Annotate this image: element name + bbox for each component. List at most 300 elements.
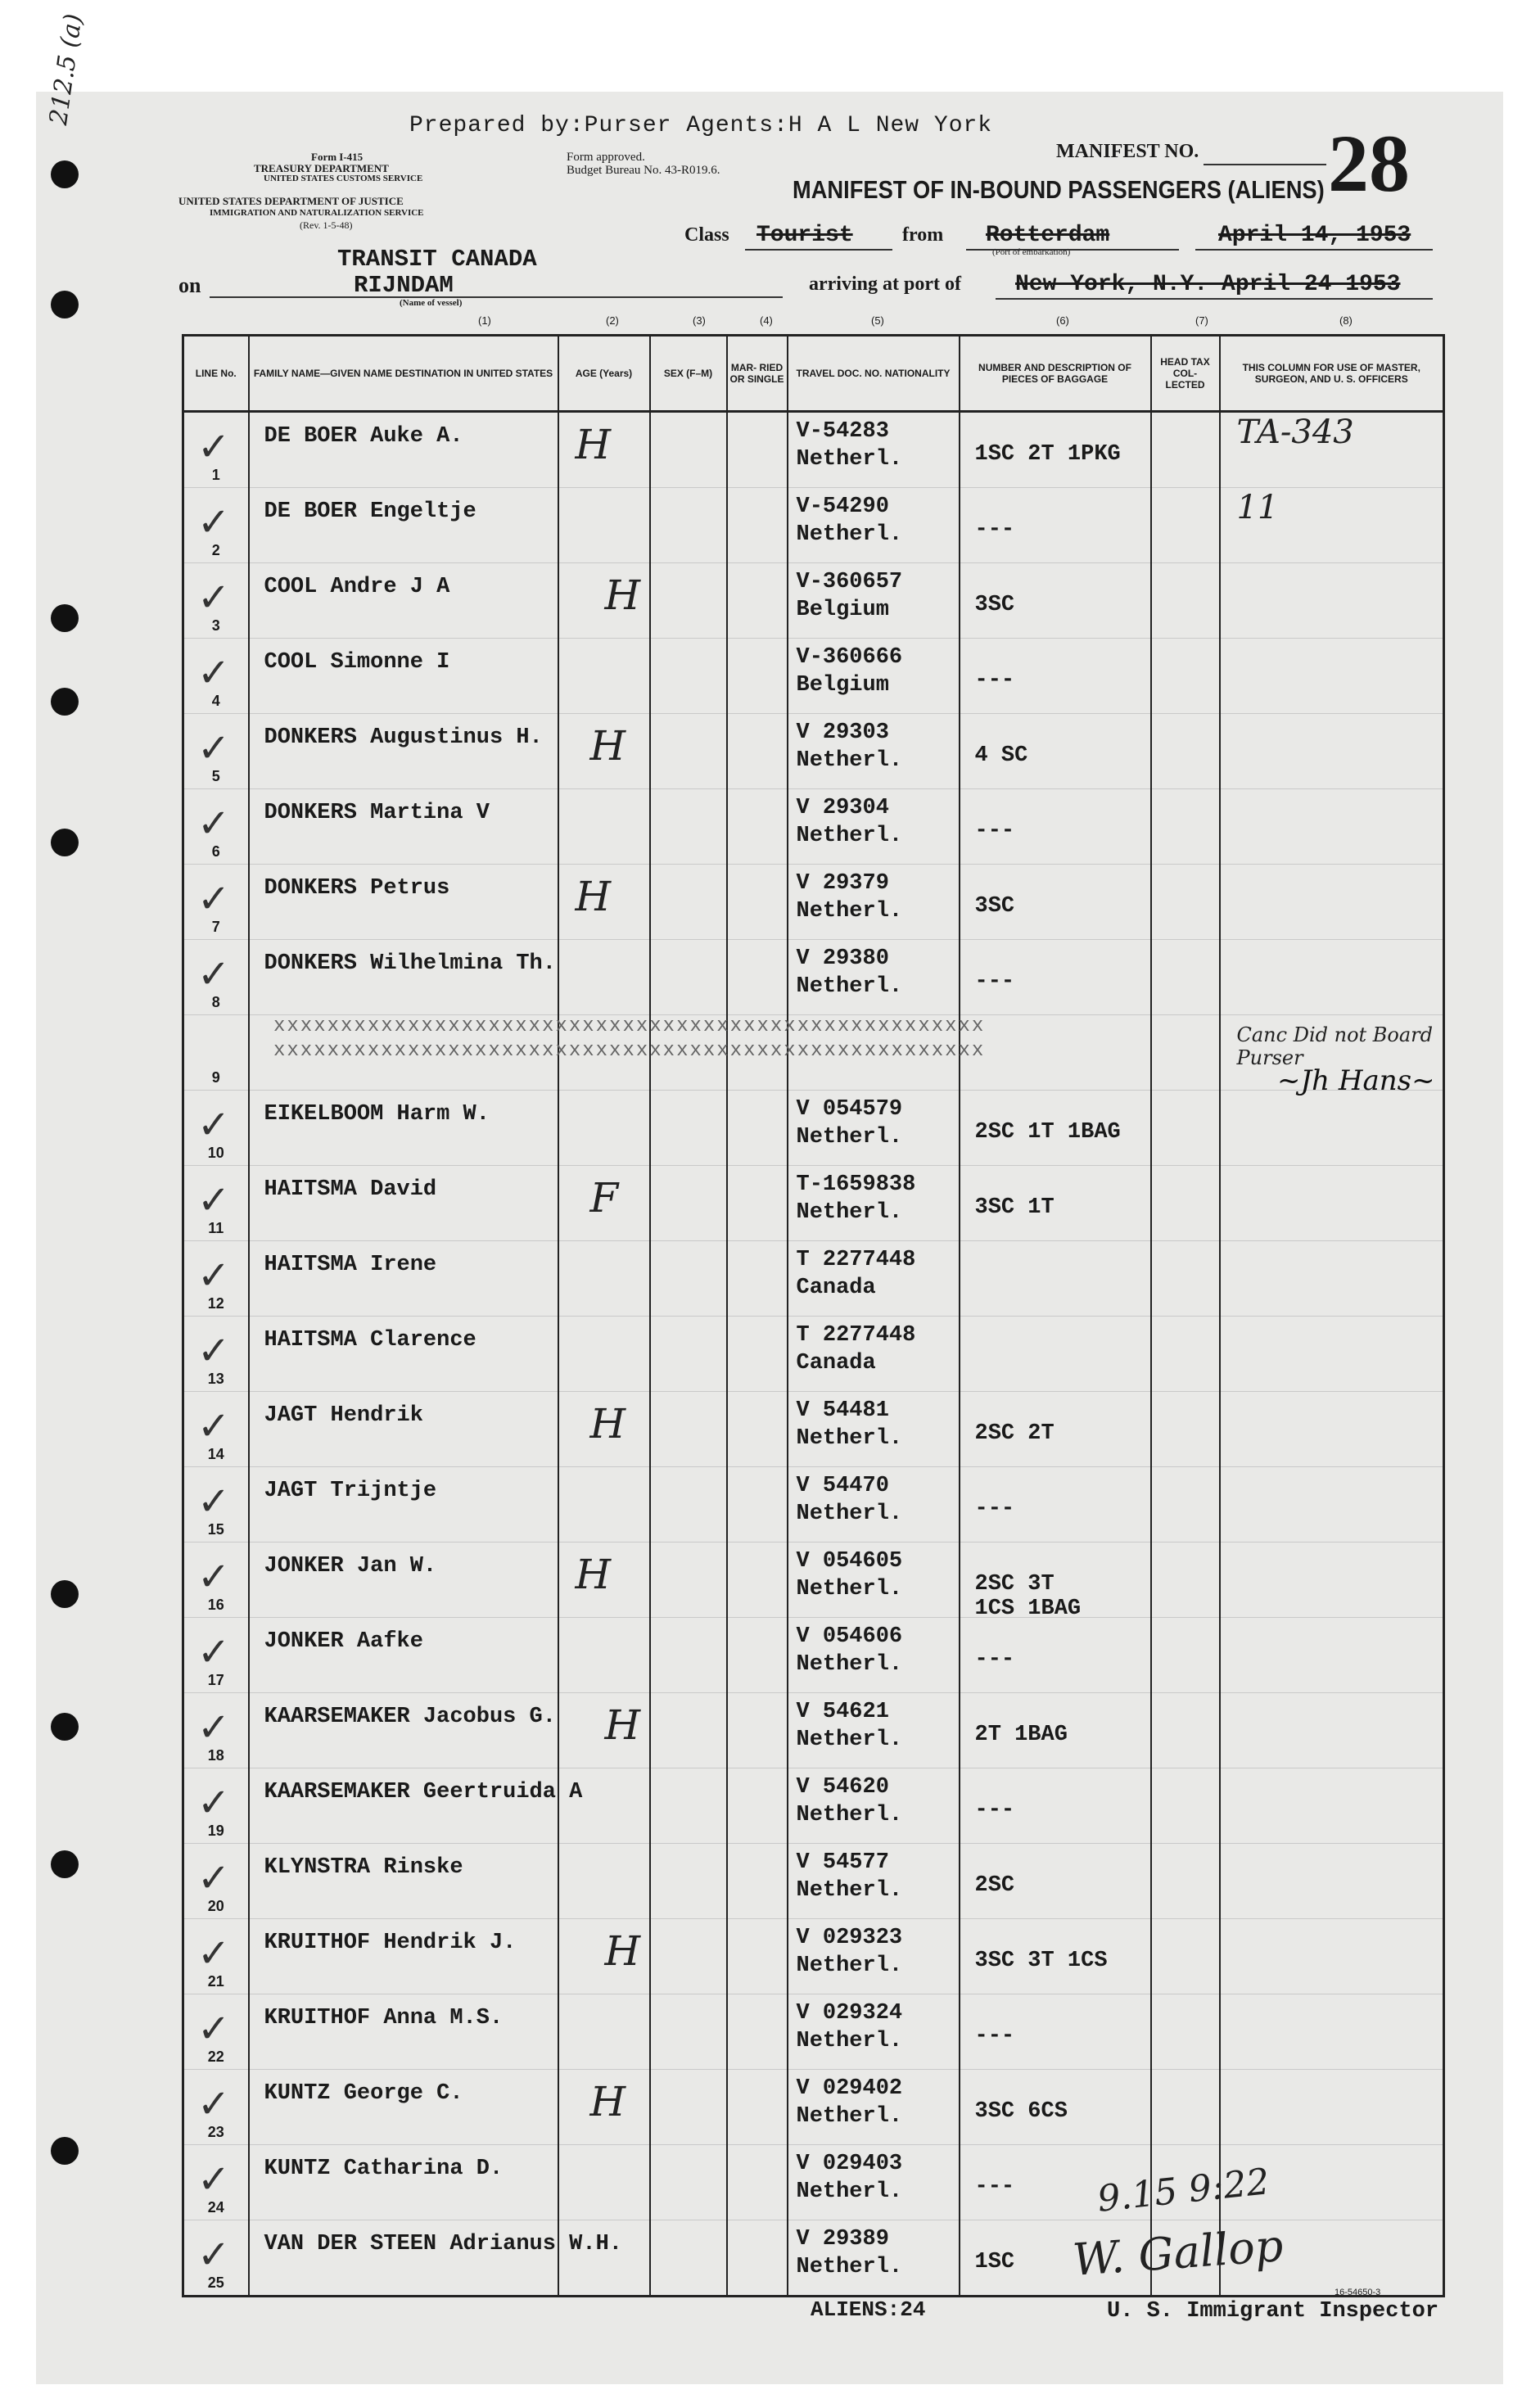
agency-customs: UNITED STATES CUSTOMS SERVICE bbox=[264, 174, 423, 183]
line-number: 16 bbox=[207, 1597, 224, 1613]
check-mark: ✓ bbox=[197, 1705, 231, 1750]
check-mark: ✓ bbox=[197, 1931, 231, 1976]
check-mark: ✓ bbox=[197, 1403, 231, 1449]
head-tax-cell bbox=[1151, 1091, 1220, 1166]
col-header-sex: SEX (F–M) bbox=[650, 336, 727, 412]
arrival-line bbox=[996, 298, 1433, 300]
marital-cell bbox=[727, 1091, 788, 1166]
age-cell bbox=[558, 714, 650, 789]
line-cell bbox=[183, 1241, 249, 1317]
line-cell bbox=[183, 1015, 249, 1091]
baggage-cell bbox=[960, 639, 1151, 714]
age-cell bbox=[558, 639, 650, 714]
line-number: 15 bbox=[207, 1521, 224, 1538]
nationality: Netherl. bbox=[796, 1426, 903, 1451]
baggage: --- bbox=[974, 2024, 1015, 2048]
sex-cell bbox=[650, 1467, 727, 1543]
table-row bbox=[183, 1543, 1444, 1618]
travel-doc-number: V 54481 bbox=[796, 1398, 889, 1423]
head-tax-cell bbox=[1151, 1467, 1220, 1543]
arrival-port-date: New York, N.Y. April 24 1953 bbox=[1015, 272, 1401, 297]
head-tax-cell bbox=[1151, 1618, 1220, 1693]
travel-doc-number: T 2277448 bbox=[796, 1323, 916, 1348]
head-tax-cell bbox=[1151, 1844, 1220, 1919]
cancelled-entry-strike: xxxxxxxxxxxxxxxxxxxxxxxxxxxxxxxxxxxxxxxxxxxxxxxxxxxxx bbox=[273, 1015, 986, 1037]
sex-cell bbox=[650, 2145, 727, 2220]
line-cell bbox=[183, 789, 249, 865]
line-number: 8 bbox=[211, 994, 220, 1010]
marital-cell bbox=[727, 1392, 788, 1467]
age-cell bbox=[558, 412, 650, 488]
baggage: 4 SC bbox=[974, 743, 1028, 768]
check-mark: ✓ bbox=[197, 424, 231, 470]
name-cell bbox=[249, 488, 558, 563]
nationality: Netherl. bbox=[796, 2255, 903, 2279]
vessel-label: (Name of vessel) bbox=[400, 298, 463, 308]
travel-doc-number: V 029323 bbox=[796, 1926, 903, 1950]
passenger-name: DE BOER Auke A. bbox=[264, 424, 463, 449]
check-mark: ✓ bbox=[197, 499, 231, 545]
agency-ins: IMMIGRATION AND NATURALIZATION SERVICE bbox=[210, 208, 424, 218]
passenger-name: DONKERS Augustinus H. bbox=[264, 725, 543, 750]
marital-cell bbox=[727, 1693, 788, 1768]
class-value: Tourist bbox=[756, 223, 853, 248]
line-cell bbox=[183, 1693, 249, 1768]
officer-cell bbox=[1220, 1844, 1444, 1919]
travel-doc-number: V 029324 bbox=[796, 2001, 903, 2026]
sex-cell bbox=[650, 789, 727, 865]
agency-justice: UNITED STATES DEPARTMENT OF JUSTICE bbox=[178, 195, 404, 207]
travel-doc-number: V 54621 bbox=[796, 1700, 889, 1724]
inspector-label: U. S. Immigrant Inspector bbox=[1107, 2299, 1439, 2324]
marital-cell bbox=[727, 1994, 788, 2070]
age-cell bbox=[558, 1241, 650, 1317]
line-cell bbox=[183, 940, 249, 1015]
aliens-total: ALIENS:24 bbox=[811, 2297, 926, 2322]
head-tax-cell bbox=[1151, 714, 1220, 789]
table-row bbox=[183, 1467, 1444, 1543]
travel-doc-number: V 054605 bbox=[796, 1549, 903, 1574]
age-cell bbox=[558, 2145, 650, 2220]
travel-doc-cell bbox=[788, 2070, 960, 2145]
baggage: 3SC bbox=[974, 593, 1015, 617]
line-cell bbox=[183, 488, 249, 563]
baggage-cell bbox=[960, 412, 1151, 488]
baggage: 2SC 1T 1BAG bbox=[974, 1120, 1121, 1145]
port-of-embarkation-label: (Port of embarkation) bbox=[992, 247, 1071, 257]
head-tax-cell bbox=[1151, 1015, 1220, 1091]
nationality: Netherl. bbox=[796, 2029, 903, 2053]
baggage-cell bbox=[960, 1844, 1151, 1919]
column-number: (4) bbox=[760, 314, 773, 327]
line-number: 18 bbox=[207, 1747, 224, 1764]
travel-doc-cell bbox=[788, 1919, 960, 1994]
age-cell bbox=[558, 563, 650, 639]
nationality: Netherl. bbox=[796, 1652, 903, 1677]
table-row bbox=[183, 789, 1444, 865]
head-tax-cell bbox=[1151, 1166, 1220, 1241]
table-row bbox=[183, 1768, 1444, 1844]
baggage-cell bbox=[960, 1994, 1151, 2070]
officer-note: Canc Did not Board Purser bbox=[1236, 1023, 1434, 1069]
check-mark: ✓ bbox=[197, 725, 231, 771]
nationality: Netherl. bbox=[796, 899, 903, 924]
travel-doc-number: V 29380 bbox=[796, 946, 889, 971]
sex-cell bbox=[650, 1241, 727, 1317]
form-approved: Form approved. bbox=[567, 151, 645, 164]
passenger-name: JAGT Hendrik bbox=[264, 1403, 423, 1428]
age-cell bbox=[558, 1618, 650, 1693]
line-cell bbox=[183, 2145, 249, 2220]
baggage-cell bbox=[960, 1015, 1151, 1091]
sex-cell bbox=[650, 1091, 727, 1166]
baggage-cell bbox=[960, 1543, 1151, 1621]
travel-doc-cell bbox=[788, 412, 960, 488]
baggage: --- bbox=[974, 819, 1015, 843]
handwritten-mark: H bbox=[589, 1400, 626, 1448]
nationality: Netherl. bbox=[796, 824, 903, 848]
table-row bbox=[183, 1919, 1444, 1994]
sex-cell bbox=[650, 1166, 727, 1241]
age-cell bbox=[558, 1994, 650, 2070]
line-number: 25 bbox=[207, 2274, 224, 2291]
nationality: Netherl. bbox=[796, 447, 903, 472]
passenger-name: KAARSEMAKER Geertruida A bbox=[264, 1780, 583, 1805]
line-number: 9 bbox=[211, 1069, 220, 1086]
sex-cell bbox=[650, 1317, 727, 1392]
name-cell bbox=[249, 1392, 558, 1467]
sex-cell bbox=[650, 1919, 727, 1994]
line-number: 13 bbox=[207, 1371, 224, 1387]
sex-cell bbox=[650, 2220, 727, 2297]
travel-doc-number: V 054606 bbox=[796, 1624, 903, 1649]
check-mark: ✓ bbox=[197, 1177, 231, 1223]
check-mark: ✓ bbox=[197, 1328, 231, 1374]
binder-hole bbox=[51, 2137, 79, 2165]
baggage: 2SC bbox=[974, 1873, 1015, 1898]
handwritten-mark: H bbox=[575, 1551, 612, 1598]
check-mark: ✓ bbox=[197, 1855, 231, 1901]
baggage: 1SC 2T 1PKG bbox=[974, 442, 1121, 467]
manifest-number: 28 bbox=[1328, 118, 1410, 209]
line-cell bbox=[183, 412, 249, 488]
head-tax-cell bbox=[1151, 1241, 1220, 1317]
travel-doc-cell bbox=[788, 2145, 960, 2220]
marital-cell bbox=[727, 1317, 788, 1392]
binder-hole bbox=[51, 688, 79, 716]
line-number: 6 bbox=[211, 843, 220, 860]
marital-cell bbox=[727, 1919, 788, 1994]
table-row bbox=[183, 1241, 1444, 1317]
line-number: 2 bbox=[211, 542, 220, 558]
marital-cell bbox=[727, 488, 788, 563]
nationality: Netherl. bbox=[796, 1954, 903, 1978]
name-cell bbox=[249, 2070, 558, 2145]
passenger-name: JAGT Trijntje bbox=[264, 1479, 437, 1503]
marital-cell bbox=[727, 2145, 788, 2220]
age-cell bbox=[558, 1844, 650, 1919]
nationality: Belgium bbox=[796, 673, 889, 698]
travel-doc-cell bbox=[788, 1091, 960, 1166]
nationality: Canada bbox=[796, 1276, 876, 1300]
nationality: Netherl. bbox=[796, 2104, 903, 2129]
travel-doc-cell bbox=[788, 1618, 960, 1693]
manifest-no-label: MANIFEST NO. bbox=[1056, 141, 1199, 162]
purser-signature: ~Jh Hans~ bbox=[1277, 1064, 1435, 1097]
travel-doc-cell bbox=[788, 1241, 960, 1317]
travel-doc-number: V 29304 bbox=[796, 796, 889, 820]
check-mark: ✓ bbox=[197, 1253, 231, 1299]
travel-doc-number: V 29389 bbox=[796, 2227, 889, 2252]
baggage: --- bbox=[974, 1497, 1015, 1521]
baggage-cell bbox=[960, 2070, 1151, 2145]
vessel-name: RIJNDAM bbox=[354, 272, 454, 299]
line-cell bbox=[183, 1919, 249, 1994]
passenger-name: KAARSEMAKER Jacobus G. bbox=[264, 1705, 556, 1729]
nationality: Netherl. bbox=[796, 1125, 903, 1150]
sex-cell bbox=[650, 1768, 727, 1844]
manifest-no-line bbox=[1204, 164, 1326, 165]
baggage-cell bbox=[960, 1618, 1151, 1693]
inspector-note: 9.15 9:22 bbox=[1095, 2161, 1271, 2220]
binder-hole bbox=[51, 291, 79, 318]
sex-cell bbox=[650, 714, 727, 789]
age-cell bbox=[558, 2070, 650, 2145]
travel-doc-cell bbox=[788, 1166, 960, 1241]
line-number: 14 bbox=[207, 1446, 224, 1462]
marital-cell bbox=[727, 1768, 788, 1844]
line-cell bbox=[183, 1166, 249, 1241]
line-number: 21 bbox=[207, 1973, 224, 1990]
table-row bbox=[183, 1166, 1444, 1241]
name-cell bbox=[249, 1919, 558, 1994]
table-row bbox=[183, 1091, 1444, 1166]
name-cell bbox=[249, 1091, 558, 1166]
corner-note: 212.5 (a) bbox=[44, 11, 88, 127]
name-cell bbox=[249, 412, 558, 488]
name-cell bbox=[249, 789, 558, 865]
officer-cell bbox=[1220, 1768, 1444, 1844]
line-number: 3 bbox=[211, 617, 220, 634]
head-tax-cell bbox=[1151, 412, 1220, 488]
col-header-head-tax: HEAD TAX COL- LECTED bbox=[1151, 336, 1220, 412]
travel-doc-number: V 054579 bbox=[796, 1097, 903, 1122]
cancelled-entry-strike: xxxxxxxxxxxxxxxxxxxxxxxxxxxxxxxxxxxxxxxxxxxxxxxxxxxxx bbox=[273, 1040, 986, 1062]
travel-doc-number: V 29379 bbox=[796, 871, 889, 896]
baggage: 2T 1BAG bbox=[974, 1723, 1068, 1747]
baggage-cell bbox=[960, 789, 1151, 865]
travel-doc-cell bbox=[788, 2220, 960, 2297]
baggage-cell bbox=[960, 865, 1151, 940]
marital-cell bbox=[727, 2070, 788, 2145]
sex-cell bbox=[650, 488, 727, 563]
handwritten-mark: H bbox=[604, 1927, 641, 1975]
nationality: Netherl. bbox=[796, 522, 903, 547]
page-title: MANIFEST OF IN-BOUND PASSENGERS (ALIENS) bbox=[793, 175, 1325, 204]
class-label: Class bbox=[684, 224, 729, 246]
table-row bbox=[183, 1618, 1444, 1693]
passenger-name: DE BOER Engeltje bbox=[264, 499, 476, 524]
travel-doc-cell bbox=[788, 1768, 960, 1844]
inspector-signature: W. Gallop bbox=[1071, 2220, 1285, 2286]
line-cell bbox=[183, 639, 249, 714]
passenger-name: KLYNSTRA Rinske bbox=[264, 1855, 463, 1880]
from-label: from bbox=[902, 224, 944, 246]
sex-cell bbox=[650, 1693, 727, 1768]
officer-cell bbox=[1220, 1166, 1444, 1241]
travel-doc-number: V 54577 bbox=[796, 1850, 889, 1875]
baggage: 2SC 3T 1CS 1BAG bbox=[974, 1572, 1082, 1621]
head-tax-cell bbox=[1151, 1392, 1220, 1467]
passenger-name: COOL Andre J A bbox=[264, 575, 450, 599]
table-row bbox=[183, 639, 1444, 714]
line-number: 17 bbox=[207, 1672, 224, 1688]
passenger-name: JONKER Jan W. bbox=[264, 1554, 437, 1579]
nationality: Netherl. bbox=[796, 1502, 903, 1526]
name-cell bbox=[249, 563, 558, 639]
col-header-age: AGE (Years) bbox=[558, 336, 650, 412]
table-row bbox=[183, 714, 1444, 789]
sex-cell bbox=[650, 563, 727, 639]
column-number: (3) bbox=[693, 314, 706, 327]
age-cell bbox=[558, 940, 650, 1015]
sex-cell bbox=[650, 865, 727, 940]
nationality: Canada bbox=[796, 1351, 876, 1375]
marital-cell bbox=[727, 563, 788, 639]
name-cell bbox=[249, 1994, 558, 2070]
officer-note: TA-343 bbox=[1236, 413, 1354, 451]
travel-doc-cell bbox=[788, 488, 960, 563]
line-cell bbox=[183, 563, 249, 639]
age-cell bbox=[558, 865, 650, 940]
marital-cell bbox=[727, 1543, 788, 1618]
printer-code: 16-54650-3 bbox=[1335, 2288, 1381, 2297]
sex-cell bbox=[650, 940, 727, 1015]
marital-cell bbox=[727, 865, 788, 940]
passenger-name: JONKER Aafke bbox=[264, 1629, 423, 1654]
table-row bbox=[183, 1693, 1444, 1768]
name-cell bbox=[249, 1166, 558, 1241]
line-cell bbox=[183, 1317, 249, 1392]
sex-cell bbox=[650, 1994, 727, 2070]
check-mark: ✓ bbox=[197, 876, 231, 922]
officer-cell bbox=[1220, 412, 1444, 488]
nationality: Netherl. bbox=[796, 1577, 903, 1601]
baggage: --- bbox=[974, 1647, 1015, 1672]
travel-doc-cell bbox=[788, 940, 960, 1015]
column-number: (2) bbox=[606, 314, 619, 327]
baggage: 3SC 6CS bbox=[974, 2099, 1068, 2124]
head-tax-cell bbox=[1151, 1317, 1220, 1392]
line-number: 24 bbox=[207, 2199, 224, 2216]
travel-doc-cell bbox=[788, 639, 960, 714]
head-tax-cell bbox=[1151, 1994, 1220, 2070]
agency-treasury: TREASURY DEPARTMENT bbox=[254, 162, 389, 174]
head-tax-cell bbox=[1151, 488, 1220, 563]
age-cell bbox=[558, 1317, 650, 1392]
table-row bbox=[183, 940, 1444, 1015]
check-mark: ✓ bbox=[197, 1479, 231, 1524]
line-cell bbox=[183, 1392, 249, 1467]
name-cell bbox=[249, 1618, 558, 1693]
check-mark: ✓ bbox=[197, 2157, 231, 2202]
name-cell bbox=[249, 714, 558, 789]
head-tax-cell bbox=[1151, 2070, 1220, 2145]
column-number: (7) bbox=[1195, 314, 1208, 327]
col-header-baggage: NUMBER AND DESCRIPTION OF PIECES OF BAGGAGE bbox=[960, 336, 1151, 412]
marital-cell bbox=[727, 1467, 788, 1543]
check-mark: ✓ bbox=[197, 2006, 231, 2052]
manifest-table bbox=[182, 334, 1445, 2297]
line-cell bbox=[183, 714, 249, 789]
line-number: 4 bbox=[211, 693, 220, 709]
nationality: Netherl. bbox=[796, 1878, 903, 1903]
officer-cell bbox=[1220, 2070, 1444, 2145]
baggage-cell bbox=[960, 940, 1151, 1015]
head-tax-cell bbox=[1151, 1543, 1220, 1618]
handwritten-mark: H bbox=[589, 722, 626, 770]
name-cell bbox=[249, 1768, 583, 1844]
check-mark: ✓ bbox=[197, 801, 231, 847]
sex-cell bbox=[650, 2070, 727, 2145]
travel-doc-cell bbox=[788, 1467, 960, 1543]
baggage: 3SC 3T 1CS bbox=[974, 1949, 1108, 1973]
officer-cell bbox=[1220, 1467, 1444, 1543]
binder-hole bbox=[51, 160, 79, 188]
officer-cell bbox=[1220, 1618, 1444, 1693]
baggage-cell bbox=[960, 1768, 1151, 1844]
baggage-cell bbox=[960, 1919, 1151, 1994]
head-tax-cell bbox=[1151, 1768, 1220, 1844]
baggage: 1SC bbox=[974, 2250, 1015, 2274]
col-header-travel-doc: TRAVEL DOC. NO. NATIONALITY bbox=[788, 336, 960, 412]
date-line bbox=[1195, 249, 1433, 251]
budget-bureau: Budget Bureau No. 43-R019.6. bbox=[567, 164, 720, 177]
travel-doc-number: V 029402 bbox=[796, 2076, 903, 2101]
nationality: Netherl. bbox=[796, 974, 903, 999]
transit-note: TRANSIT CANADA bbox=[337, 246, 537, 273]
line-number: 11 bbox=[208, 1220, 224, 1236]
sex-cell bbox=[650, 1543, 727, 1618]
nationality: Netherl. bbox=[796, 748, 903, 773]
name-cell bbox=[249, 1693, 558, 1768]
column-number: (1) bbox=[478, 314, 491, 327]
marital-cell bbox=[727, 789, 788, 865]
baggage-cell bbox=[960, 1241, 1151, 1317]
travel-doc-number: T 2277448 bbox=[796, 1248, 916, 1272]
name-cell bbox=[249, 1241, 558, 1317]
form-id: Form I-415 bbox=[311, 151, 364, 163]
travel-doc-number: V-54290 bbox=[796, 495, 889, 519]
line-number: 7 bbox=[211, 919, 220, 935]
line-number: 19 bbox=[207, 1823, 224, 1839]
age-cell bbox=[558, 2220, 650, 2297]
officer-cell bbox=[1220, 1241, 1444, 1317]
age-cell bbox=[558, 1467, 650, 1543]
travel-doc-cell bbox=[788, 1543, 960, 1618]
travel-doc-number: V-360666 bbox=[796, 645, 903, 670]
col-header-married: MAR- RIED OR SINGLE bbox=[727, 336, 788, 412]
table-header-row bbox=[183, 336, 1444, 412]
baggage-cell bbox=[960, 1166, 1151, 1241]
column-number: (8) bbox=[1339, 314, 1353, 327]
name-cell bbox=[249, 1543, 558, 1618]
line-number: 22 bbox=[207, 2048, 224, 2065]
travel-doc-number: T-1659838 bbox=[796, 1172, 916, 1197]
baggage: 3SC bbox=[974, 894, 1015, 919]
passenger-name: COOL Simonne I bbox=[264, 650, 450, 675]
head-tax-cell bbox=[1151, 1919, 1220, 1994]
